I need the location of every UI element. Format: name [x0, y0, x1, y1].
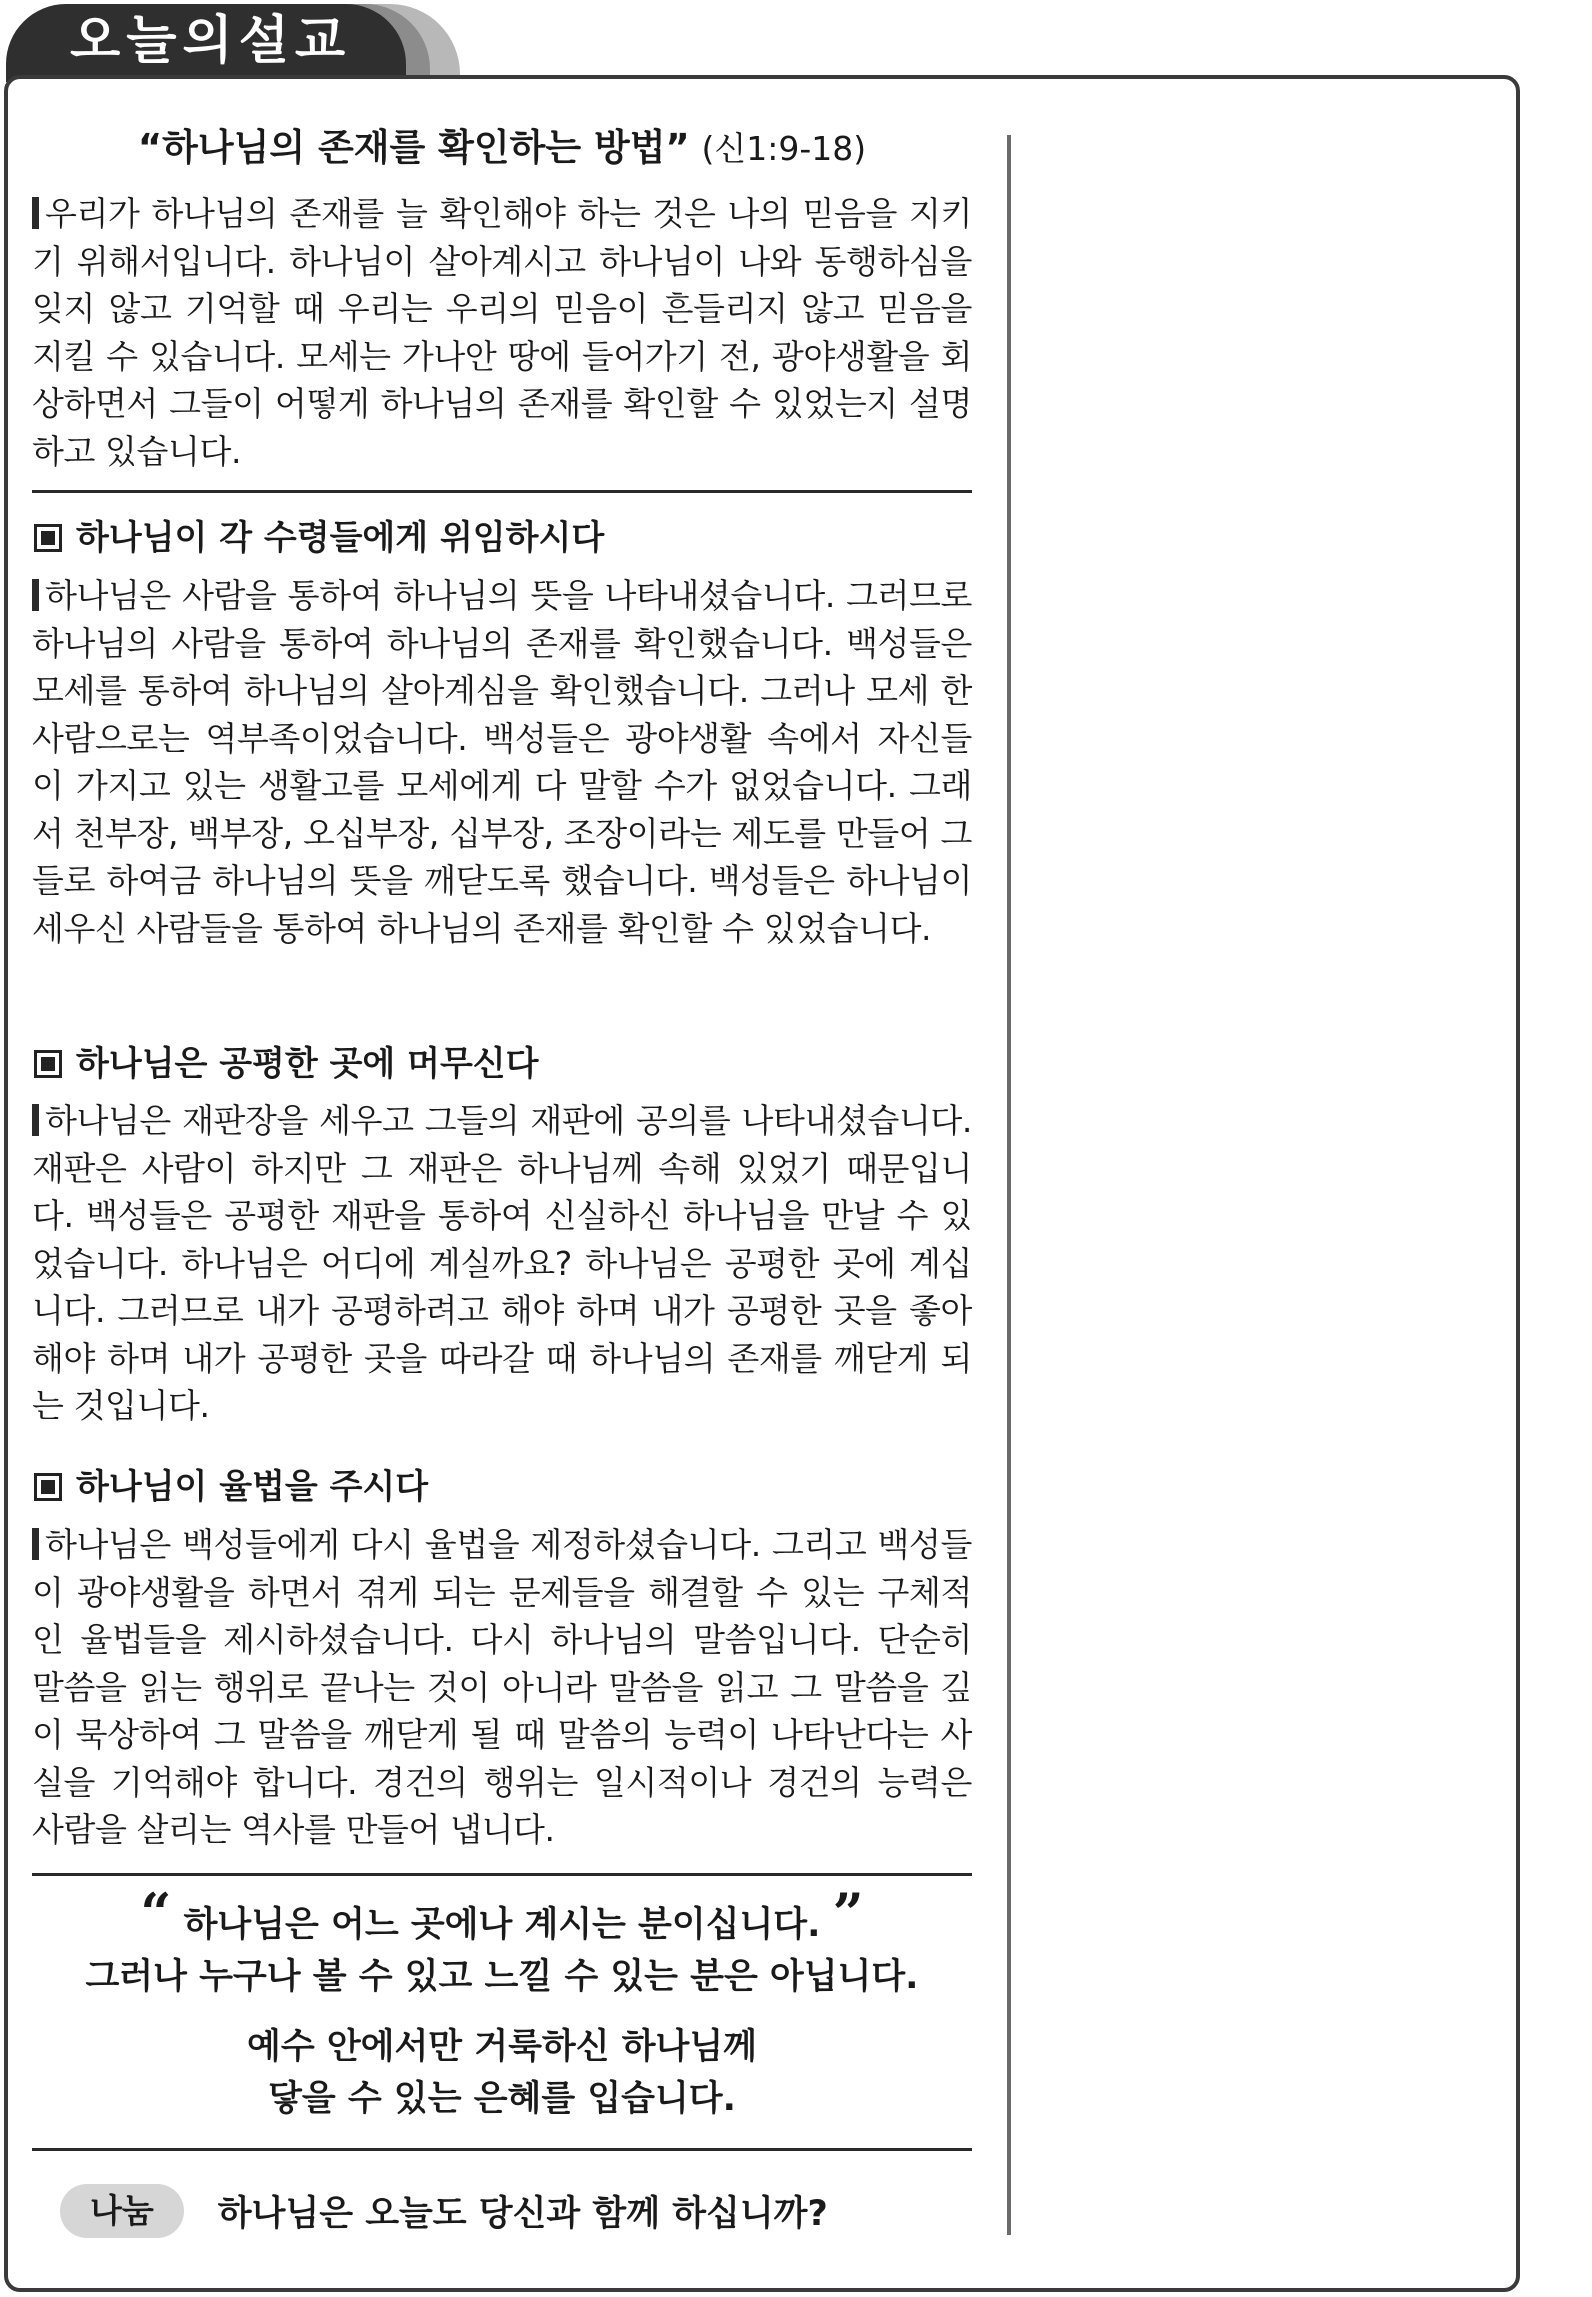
divider-quote-top [32, 1873, 972, 1876]
section-body-1 [32, 572, 972, 952]
divider-intro [32, 490, 972, 493]
open-quote-icon: “ [140, 1881, 172, 1945]
square-bullet-icon [34, 1050, 62, 1078]
section-heading-3 [34, 1459, 428, 1515]
paragraph-marker [32, 197, 39, 229]
column-divider [1007, 135, 1011, 2235]
section-body-3 [32, 1521, 972, 1854]
square-bullet-icon [34, 524, 62, 552]
intro-text: 우리가 하나님의 존재를 늘 확인해야 하는 것은 나의 믿음을 지키기 위해서입니다. 하나님이 살아계시고 하나님이 나와 동행하심을 잊지 않고 기억할 때 우리는 우리의 믿음이 흔들리지 않고 믿음을 지킬 수 있습니다. 모세는 가나안 땅에 들어가기 전, 광야생활을 회상하면서 그들이 어떻게 하나님의 존재를 확인할 수 있었는지 설명하고 있습니다. [32, 194, 972, 471]
intro-paragraph [32, 190, 972, 475]
section-heading-3-text: 하나님이 율법을 주시다 [76, 1467, 429, 1507]
sermon-reference: (신1:9-18) [701, 129, 867, 168]
section-heading-1-text: 하나님이 각 수령들에게 위임하시다 [76, 518, 605, 558]
quote-line-4: 닿을 수 있는 은혜를 입습니다. [268, 2079, 736, 2119]
section-body-3-text: 하나님은 백성들에게 다시 율법을 제정하셨습니다. 그리고 백성들이 광야생활을 하면서 겪게 되는 문제들을 해결할 수 있는 구체적인 율법들을 제시하셨습니다. 다시 하나님의 말씀입니다. 단순히 말씀을 읽는 행위로 끝나는 것이 아니라 말씀을 읽고 그 말씀을 깊이 묵상하여 그 말씀을 깨닫게 될 때 말씀의 능력이 나타난다는 사실을 기억해야 합니다. 경건의 행위는 일시적이나 경건의 능력은 사람을 살리는 역사를 만들어 냅니다. [32, 1525, 972, 1849]
share-row [60, 2183, 828, 2239]
quote-line-3: 예수 안에서만 거룩하신 하나님께 [247, 2027, 757, 2067]
close-quote-icon: ” [832, 1881, 864, 1945]
quote-box [32, 1881, 972, 2125]
paragraph-marker [32, 1528, 39, 1560]
sermon-title [32, 118, 972, 179]
section-body-1-text: 하나님은 사람을 통하여 하나님의 뜻을 나타내셨습니다. 그러므로 하나님의 사람을 통하여 하나님의 존재를 확인했습니다. 백성들은 모세를 통하여 하나님의 살아계심을 확인했습니다. 그러나 모세 한 사람으로는 역부족이었습니다. 백성들은 광야생활 속에서 자신들이 가지고 있는 생활고를 모세에게 다 말할 수가 없었습니다. 그래서 천부장, 백부장, 오십부장, 십부장, 조장이라는 제도를 만들어 그들로 하여금 하나님의 뜻을 깨닫도록 했습니다. 백성들은 하나님이 세우신 사람들을 통하여 하나님의 존재를 확인할 수 있었습니다. [32, 576, 972, 948]
section-body-2 [32, 1097, 972, 1430]
share-question: 하나님은 오늘도 당신과 함께 하십니까? [217, 2194, 828, 2234]
section-heading-1 [34, 510, 604, 566]
divider-quote-bottom [32, 2148, 972, 2151]
section-heading-2-text: 하나님은 공평한 곳에 머무신다 [76, 1044, 539, 1084]
quote-line-1-text: 하나님은 어느 곳에나 계시는 분이십니다. [183, 1905, 821, 1945]
paragraph-marker [32, 579, 39, 611]
section-heading-2 [34, 1036, 538, 1092]
quote-line-1 [32, 1881, 972, 1951]
square-bullet-icon [34, 1473, 62, 1501]
share-badge: 나눔 [60, 2184, 184, 2238]
quote-line-2: 그러나 누구나 볼 수 있고 느낄 수 있는 분은 아닙니다. [85, 1957, 919, 1997]
section-body-2-text: 하나님은 재판장을 세우고 그들의 재판에 공의를 나타내셨습니다. 재판은 사람이 하지만 그 재판은 하나님께 속해 있었기 때문입니다. 백성들은 공평한 재판을 통하여 신실하신 하나님을 만날 수 있었습니다. 하나님은 어디에 계실까요? 하나님은 공평한 곳에 계십니다. 그러므로 내가 공평하려고 해야 하며 내가 공평한 곳을 좋아해야 하며 내가 공평한 곳을 따라갈 때 하나님의 존재를 깨닫게 되는 것입니다. [32, 1101, 972, 1425]
header-tab-title: 오늘의설교 [70, 11, 352, 71]
paragraph-marker [32, 1104, 39, 1136]
sermon-title-text: “하나님의 존재를 확인하는 방법” [137, 126, 690, 169]
